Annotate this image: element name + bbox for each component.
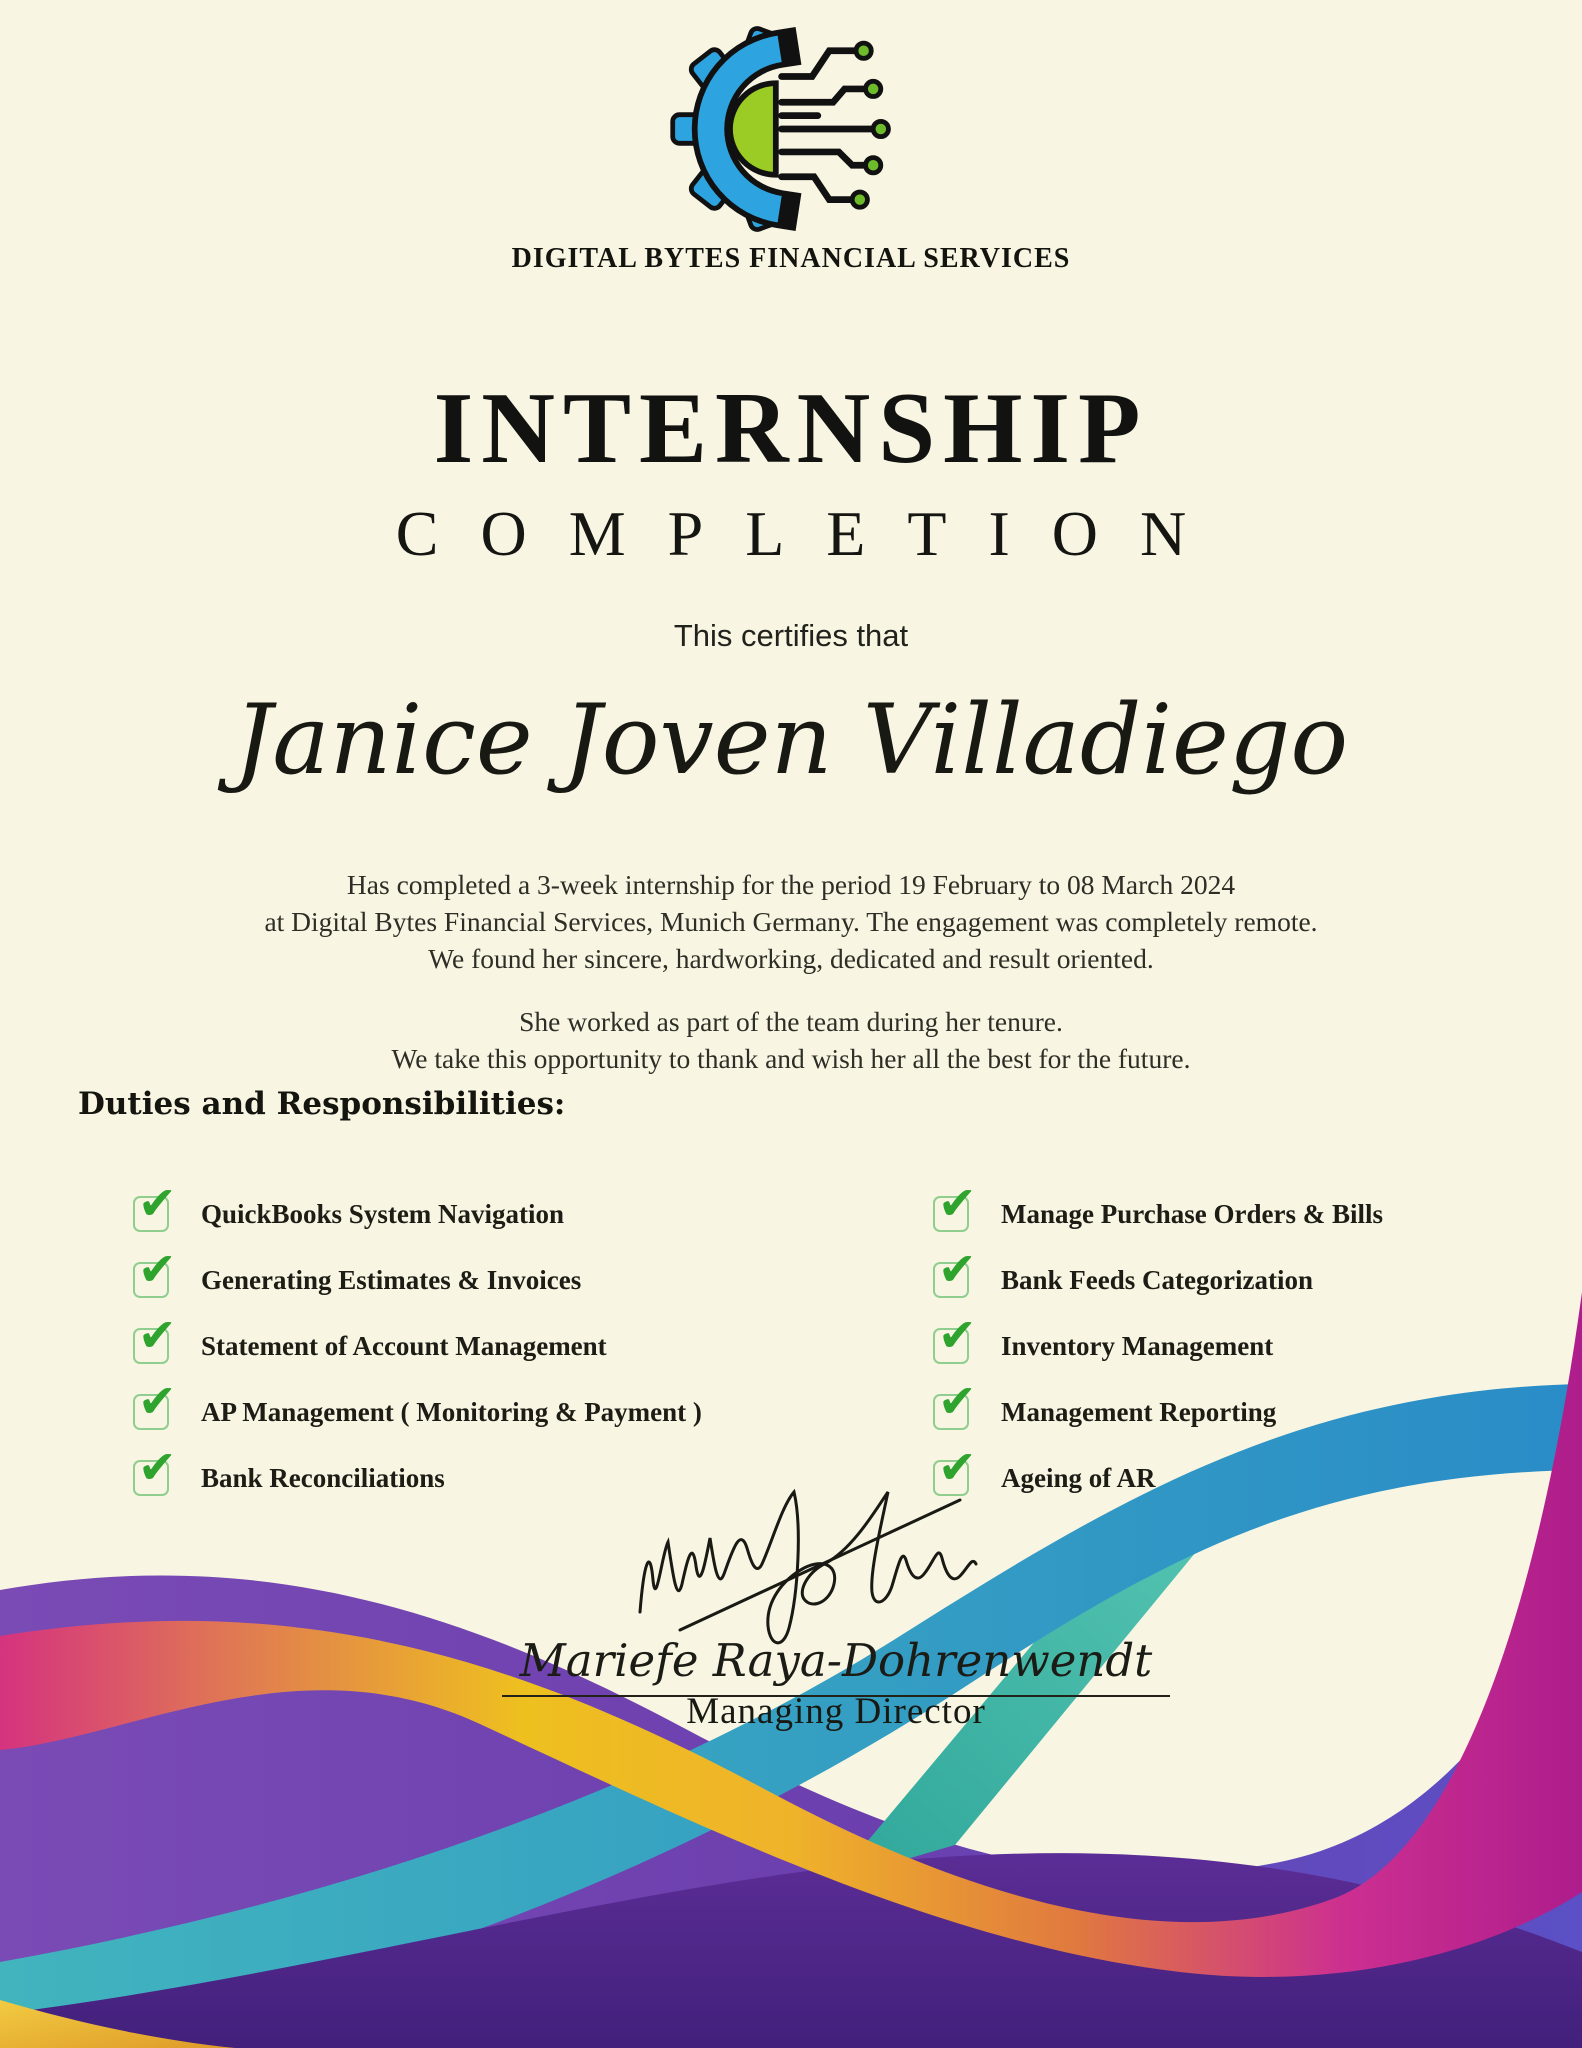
duty-list-item [933, 1176, 1533, 1234]
duty-list-item [933, 1242, 1533, 1300]
body-line: Has completed a 3-week internship for the period 19 February to 08 March 2024 [346, 869, 1236, 900]
duty-label: Management Reporting [1001, 1396, 1277, 1427]
duty-list-item [933, 1374, 1533, 1432]
body-paragraph-2 [0, 1003, 1582, 1077]
company-name: DIGITAL BYTES FINANCIAL SERVICES [511, 243, 1071, 274]
body-paragraph-1 [0, 866, 1582, 977]
signatory-name: Mariefe Raya-Dohrenwendt [0, 1634, 1582, 1697]
certifies-label: This certifies that [673, 618, 909, 653]
duty-label: Bank Reconciliations [201, 1462, 445, 1493]
duty-list-item [933, 1308, 1533, 1366]
certificate-subtitle: COMPLETION [395, 498, 1229, 569]
duty-label: Statement of Account Management [201, 1330, 607, 1361]
checkbox-check-icon: ✔ [933, 1328, 969, 1364]
duty-label: Bank Feeds Categorization [1001, 1264, 1313, 1295]
duty-label: AP Management ( Monitoring & Payment ) [201, 1396, 702, 1427]
checkbox-check-icon: ✔ [933, 1394, 969, 1430]
duty-label: Generating Estimates & Invoices [201, 1264, 582, 1295]
signatory-role: Managing Director [686, 1691, 986, 1732]
duty-list-item [133, 1374, 833, 1432]
checkbox-check-icon: ✔ [133, 1460, 169, 1496]
body-line: We take this opportunity to thank and wish her all the best for the future. [391, 1043, 1191, 1074]
checkbox-check-icon: ✔ [133, 1262, 169, 1298]
body-line: She worked as part of the team during her tenure. [519, 1006, 1063, 1037]
duty-label: Manage Purchase Orders & Bills [1001, 1198, 1383, 1229]
duty-list-item [133, 1242, 833, 1300]
body-line: We found her sincere, hardworking, dedicated and result oriented. [428, 943, 1154, 974]
signature-scribble-icon [610, 1462, 1030, 1662]
checkbox-check-icon: ✔ [933, 1460, 969, 1496]
checkbox-check-icon: ✔ [933, 1196, 969, 1232]
checkbox-check-icon: ✔ [133, 1196, 169, 1232]
checkbox-check-icon: ✔ [133, 1328, 169, 1364]
checkbox-check-icon: ✔ [133, 1394, 169, 1430]
duty-label: Inventory Management [1001, 1330, 1274, 1361]
company-logo [668, 24, 918, 234]
duty-label: QuickBooks System Navigation [201, 1198, 565, 1229]
checkbox-check-icon: ✔ [933, 1262, 969, 1298]
duty-list-item [133, 1308, 833, 1366]
duty-label: Ageing of AR [1001, 1462, 1156, 1493]
circuit-icon [782, 51, 874, 200]
certificate-title: INTERNSHIP [433, 372, 1149, 485]
recipient-name: Janice Joven Villadiego [233, 684, 1349, 796]
duties-heading: Duties and Responsibilities: [78, 1086, 566, 1122]
duty-list-item [133, 1176, 833, 1234]
body-line: at Digital Bytes Financial Services, Munich Germany. The engagement was completely remote. [264, 906, 1318, 937]
gear-icon [673, 27, 786, 232]
